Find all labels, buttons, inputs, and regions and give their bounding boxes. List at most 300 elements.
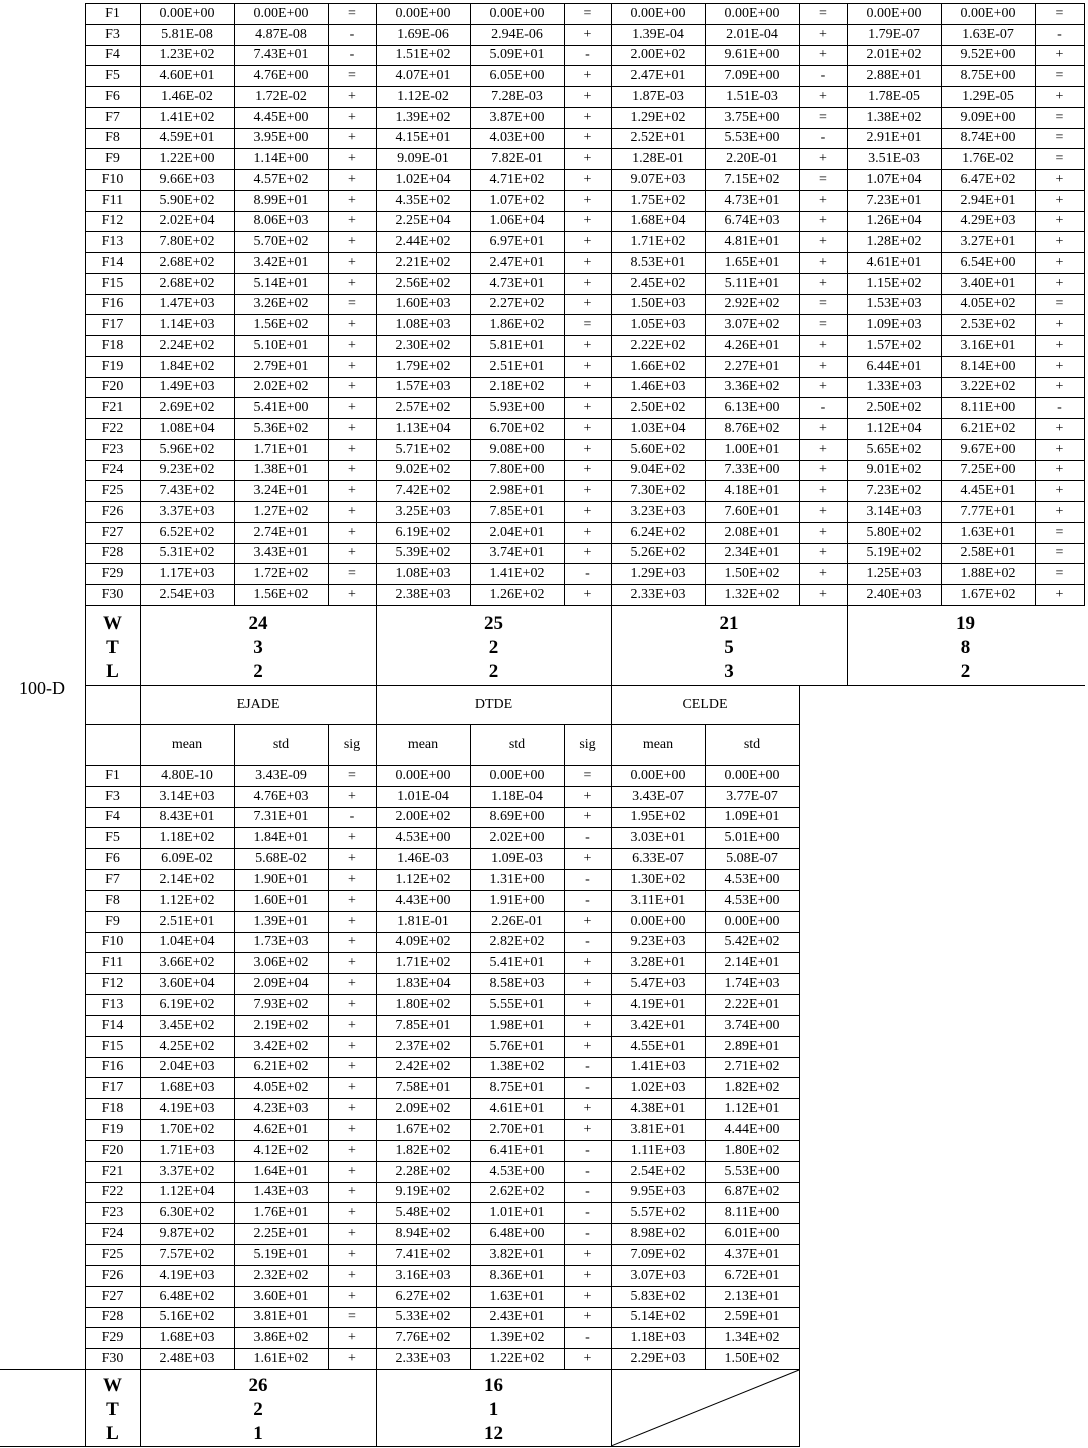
grid-line xyxy=(1084,3,1085,605)
value-cell: 1.63E-07 xyxy=(962,27,1014,42)
wtl-count: 16 xyxy=(484,1375,503,1396)
sig-cell: + xyxy=(1055,276,1064,291)
value-cell: 3.42E+01 xyxy=(253,255,309,270)
function-id-cell: F14 xyxy=(101,1018,124,1033)
sig-cell: + xyxy=(819,504,827,519)
value-cell: 1.95E+02 xyxy=(630,809,686,824)
value-cell: 2.08E+01 xyxy=(724,525,780,540)
sig-cell: = xyxy=(583,768,592,783)
grid-line xyxy=(140,1369,141,1447)
grid-line xyxy=(85,190,1085,191)
grid-line xyxy=(140,605,141,686)
value-cell: 6.19E+02 xyxy=(159,997,215,1012)
value-cell: 3.42E+02 xyxy=(253,1039,309,1054)
sig-cell: - xyxy=(585,872,590,887)
sig-cell: = xyxy=(1055,545,1064,560)
grid-line xyxy=(85,765,800,766)
value-cell: 2.57E+02 xyxy=(395,400,451,415)
value-cell: 3.82E+01 xyxy=(489,1247,545,1262)
value-cell: 2.91E+01 xyxy=(866,130,922,145)
grid-line xyxy=(564,765,565,1369)
grid-line xyxy=(85,460,1085,461)
dimension-label: 100-D xyxy=(19,678,65,698)
value-cell: 9.95E+03 xyxy=(630,1184,686,1199)
sig-cell: + xyxy=(583,851,592,866)
sig-cell: + xyxy=(583,276,592,291)
sig-cell: + xyxy=(348,130,356,145)
value-cell: 5.93E+00 xyxy=(489,400,545,415)
value-cell: 0.00E+00 xyxy=(395,768,451,783)
value-cell: 5.10E+01 xyxy=(253,338,309,353)
grid-line xyxy=(85,24,1085,25)
value-cell: 1.22E+00 xyxy=(159,151,215,166)
value-cell: 1.27E+02 xyxy=(253,504,309,519)
value-cell: 0.00E+00 xyxy=(866,6,922,21)
grid-line xyxy=(85,724,86,765)
value-cell: 2.50E+02 xyxy=(630,400,686,415)
value-cell: 2.54E+02 xyxy=(630,1164,686,1179)
value-cell: 1.08E+03 xyxy=(395,566,451,581)
value-cell: 2.34E+01 xyxy=(724,545,780,560)
function-id-cell: F1 xyxy=(105,768,120,783)
value-cell: 1.63E+01 xyxy=(960,525,1016,540)
function-id-cell: F27 xyxy=(101,525,124,540)
grid-line xyxy=(85,397,1085,398)
sig-cell: + xyxy=(348,400,356,415)
sig-cell: + xyxy=(819,213,827,228)
value-cell: 5.81E+01 xyxy=(489,338,545,353)
value-cell: 6.54E+00 xyxy=(960,255,1016,270)
value-cell: 1.01E-04 xyxy=(397,789,449,804)
sig-cell: - xyxy=(585,1164,590,1179)
value-cell: 1.50E+03 xyxy=(630,296,686,311)
value-cell: 1.41E+02 xyxy=(159,110,215,125)
sig-cell: + xyxy=(583,462,592,477)
value-cell: 4.23E+03 xyxy=(253,1101,309,1116)
value-cell: 7.76E+02 xyxy=(395,1330,451,1345)
value-cell: 1.29E+02 xyxy=(630,110,686,125)
grid-line xyxy=(234,724,235,765)
function-id-cell: F11 xyxy=(101,193,124,208)
value-cell: 8.14E+00 xyxy=(960,359,1016,374)
value-cell: 3.95E+00 xyxy=(253,130,309,145)
sig-cell: + xyxy=(583,976,592,991)
sig-cell: + xyxy=(348,1247,356,1262)
value-cell: 1.60E+01 xyxy=(253,893,309,908)
value-cell: 5.48E+02 xyxy=(395,1205,451,1220)
value-cell: 1.12E+04 xyxy=(866,421,922,436)
value-cell: 7.33E+00 xyxy=(724,462,780,477)
value-cell: 5.19E+01 xyxy=(253,1247,309,1262)
value-cell: 4.05E+02 xyxy=(960,296,1016,311)
value-cell: 8.69E+00 xyxy=(489,809,545,824)
grid-line xyxy=(85,501,1085,502)
value-cell: 3.81E+01 xyxy=(630,1122,686,1137)
value-cell: 1.06E+04 xyxy=(489,213,545,228)
function-id-cell: F21 xyxy=(101,1164,124,1179)
value-cell: 9.61E+00 xyxy=(724,47,780,62)
grid-line xyxy=(376,1369,377,1447)
value-cell: 1.18E+02 xyxy=(159,830,215,845)
grid-line xyxy=(85,869,800,870)
grid-line xyxy=(376,765,377,1369)
algorithm-header: EJADE xyxy=(236,697,280,712)
value-cell: 6.48E+00 xyxy=(489,1226,545,1241)
sig-cell: + xyxy=(348,172,356,187)
function-id-cell: F30 xyxy=(101,587,124,602)
value-cell: 1.26E+04 xyxy=(866,213,922,228)
value-cell: 2.74E+01 xyxy=(253,525,309,540)
value-cell: 2.18E+02 xyxy=(489,379,545,394)
wtl-count: 2 xyxy=(960,661,971,682)
sig-cell: + xyxy=(583,1122,592,1137)
function-id-cell: F3 xyxy=(105,27,120,42)
sig-cell: + xyxy=(348,213,356,228)
value-cell: 1.13E+04 xyxy=(395,421,451,436)
grid-line xyxy=(85,994,800,995)
wtl-label-l: L xyxy=(106,661,119,682)
value-cell: 1.34E+02 xyxy=(724,1330,780,1345)
value-cell: 1.63E+01 xyxy=(489,1289,545,1304)
sig-cell: + xyxy=(348,872,356,887)
value-cell: 1.60E+03 xyxy=(395,296,451,311)
value-cell: 2.59E+01 xyxy=(724,1309,780,1324)
value-cell: 1.56E+02 xyxy=(253,587,309,602)
value-cell: 1.39E+02 xyxy=(489,1330,545,1345)
value-cell: 1.50E+02 xyxy=(724,1351,780,1366)
value-cell: 3.43E-09 xyxy=(255,768,307,783)
sig-cell: = xyxy=(1055,566,1064,581)
value-cell: 2.94E-06 xyxy=(491,27,543,42)
function-id-cell: F25 xyxy=(101,1247,124,1262)
sig-cell: + xyxy=(348,1059,356,1074)
grid-line xyxy=(85,1286,800,1287)
function-id-cell: F29 xyxy=(101,1330,124,1345)
grid-line xyxy=(85,1119,800,1120)
value-cell: 3.24E+01 xyxy=(253,483,309,498)
value-cell: 4.53E+00 xyxy=(395,830,451,845)
value-cell: 2.32E+02 xyxy=(253,1268,309,1283)
function-id-cell: F6 xyxy=(105,851,120,866)
value-cell: 7.09E+00 xyxy=(724,68,780,83)
sig-cell: + xyxy=(348,379,356,394)
sig-cell: + xyxy=(348,504,356,519)
sig-cell: + xyxy=(1055,213,1064,228)
value-cell: 4.87E-08 xyxy=(255,27,307,42)
value-cell: 1.98E+01 xyxy=(489,1018,545,1033)
value-cell: 8.99E+01 xyxy=(253,193,309,208)
value-cell: 2.09E+04 xyxy=(253,976,309,991)
value-cell: 3.40E+01 xyxy=(960,276,1016,291)
value-cell: 5.68E-02 xyxy=(255,851,307,866)
sig-cell: + xyxy=(583,1247,592,1262)
value-cell: 7.42E+02 xyxy=(395,483,451,498)
sig-cell: = xyxy=(1055,68,1064,83)
value-cell: 2.33E+03 xyxy=(630,587,686,602)
value-cell: 9.04E+02 xyxy=(630,462,686,477)
value-cell: 9.87E+02 xyxy=(159,1226,215,1241)
grid-line xyxy=(234,765,235,1369)
grid-line xyxy=(85,952,800,953)
value-cell: 7.28E-03 xyxy=(491,89,543,104)
grid-line xyxy=(85,563,1085,564)
value-cell: 2.27E+02 xyxy=(489,296,545,311)
value-cell: 2.13E+01 xyxy=(724,1289,780,1304)
value-cell: 1.41E+03 xyxy=(630,1059,686,1074)
value-cell: 7.15E+02 xyxy=(724,172,780,187)
value-cell: 2.52E+01 xyxy=(630,130,686,145)
wtl-count: 24 xyxy=(248,613,268,634)
grid-line xyxy=(847,605,848,686)
value-cell: 5.53E+00 xyxy=(724,130,780,145)
value-cell: 2.22E+02 xyxy=(630,338,686,353)
value-cell: 1.80E+02 xyxy=(395,997,451,1012)
value-cell: 1.71E+03 xyxy=(159,1143,215,1158)
value-cell: 7.31E+01 xyxy=(253,809,309,824)
sig-cell: + xyxy=(819,587,827,602)
grid-line xyxy=(85,1057,800,1058)
grid-line xyxy=(85,128,1085,129)
function-id-cell: F23 xyxy=(101,442,124,457)
function-id-cell: F10 xyxy=(101,934,124,949)
value-cell: 1.78E-05 xyxy=(868,89,920,104)
sig-cell: + xyxy=(348,851,356,866)
value-cell: 5.09E+01 xyxy=(489,47,545,62)
value-cell: 7.30E+02 xyxy=(630,483,686,498)
function-id-cell: F26 xyxy=(101,504,124,519)
grid-line xyxy=(85,686,86,724)
value-cell: 1.09E+03 xyxy=(866,317,922,332)
sig-cell: + xyxy=(583,1018,592,1033)
value-cell: 4.45E+01 xyxy=(960,483,1016,498)
value-cell: 7.57E+02 xyxy=(159,1247,215,1262)
sig-cell: + xyxy=(819,525,827,540)
value-cell: 2.70E+01 xyxy=(489,1122,545,1137)
value-cell: 6.05E+00 xyxy=(489,68,545,83)
value-cell: 5.81E-08 xyxy=(161,27,213,42)
sig-cell: + xyxy=(348,234,356,249)
grid-line xyxy=(85,765,86,1369)
function-id-cell: F25 xyxy=(101,483,124,498)
function-id-cell: F13 xyxy=(101,997,124,1012)
grid-line xyxy=(85,1348,800,1349)
value-cell: 1.12E+01 xyxy=(724,1101,780,1116)
grid-line xyxy=(85,1223,800,1224)
sig-cell: + xyxy=(1055,172,1064,187)
value-cell: 2.00E+02 xyxy=(395,809,451,824)
value-cell: 5.39E+02 xyxy=(395,545,451,560)
grid-line xyxy=(85,890,800,891)
function-id-cell: F30 xyxy=(101,1351,124,1366)
sig-cell: + xyxy=(583,89,592,104)
function-id-cell: F13 xyxy=(101,234,124,249)
value-cell: 1.83E+04 xyxy=(395,976,451,991)
value-cell: 1.29E-05 xyxy=(962,89,1014,104)
value-cell: 5.33E+02 xyxy=(395,1309,451,1324)
value-cell: 1.69E-06 xyxy=(397,27,449,42)
sub-header-std: std xyxy=(272,737,290,752)
value-cell: 2.68E+02 xyxy=(159,276,215,291)
sig-cell: = xyxy=(819,317,827,332)
sig-cell: + xyxy=(583,234,592,249)
sig-cell: + xyxy=(819,462,827,477)
sig-cell: + xyxy=(348,1122,356,1137)
value-cell: 6.44E+01 xyxy=(866,359,922,374)
value-cell: 4.09E+02 xyxy=(395,934,451,949)
value-cell: 0.00E+00 xyxy=(253,6,309,21)
function-id-cell: F19 xyxy=(101,1122,124,1137)
value-cell: 1.76E+01 xyxy=(253,1205,309,1220)
grid-line xyxy=(85,294,1085,295)
sig-cell: + xyxy=(348,1330,356,1345)
value-cell: 4.44E+00 xyxy=(724,1122,780,1137)
value-cell: 1.03E+04 xyxy=(630,421,686,436)
grid-line xyxy=(85,1077,800,1078)
value-cell: 2.48E+03 xyxy=(159,1351,215,1366)
sig-cell: + xyxy=(583,1039,592,1054)
value-cell: 3.74E+01 xyxy=(489,545,545,560)
value-cell: 1.38E+01 xyxy=(253,462,309,477)
value-cell: 2.01E-04 xyxy=(726,27,778,42)
value-cell: 0.00E+00 xyxy=(630,914,686,929)
value-cell: 2.56E+02 xyxy=(395,276,451,291)
value-cell: 2.51E+01 xyxy=(159,914,215,929)
algorithm-header: CELDE xyxy=(682,697,728,712)
value-cell: 9.52E+00 xyxy=(960,47,1016,62)
grid-line xyxy=(85,1244,800,1245)
function-id-cell: F5 xyxy=(105,68,120,83)
value-cell: 1.14E+00 xyxy=(253,151,309,166)
value-cell: 7.23E+01 xyxy=(866,193,922,208)
grid-line xyxy=(85,3,1085,4)
sig-cell: + xyxy=(819,276,827,291)
value-cell: 5.14E+02 xyxy=(630,1309,686,1324)
sig-cell: + xyxy=(348,1205,356,1220)
value-cell: 4.29E+03 xyxy=(960,213,1016,228)
value-cell: 2.27E+01 xyxy=(724,359,780,374)
grid-line xyxy=(611,765,612,1369)
grid-line xyxy=(564,3,565,605)
sig-cell: = xyxy=(1055,6,1064,21)
value-cell: 7.23E+02 xyxy=(866,483,922,498)
sig-cell: + xyxy=(583,379,592,394)
sig-cell: + xyxy=(348,483,356,498)
value-cell: 4.19E+01 xyxy=(630,997,686,1012)
value-cell: 4.19E+03 xyxy=(159,1268,215,1283)
function-id-cell: F8 xyxy=(105,893,120,908)
sig-cell: + xyxy=(583,255,592,270)
value-cell: 5.26E+02 xyxy=(630,545,686,560)
sig-cell: + xyxy=(348,830,356,845)
value-cell: 6.21E+02 xyxy=(253,1059,309,1074)
value-cell: 1.22E+02 xyxy=(489,1351,545,1366)
sig-cell: - xyxy=(585,1226,590,1241)
value-cell: 8.98E+02 xyxy=(630,1226,686,1241)
sig-cell: + xyxy=(583,1351,592,1366)
grid-line xyxy=(0,1369,86,1370)
value-cell: 1.67E+02 xyxy=(960,587,1016,602)
wtl-count: 19 xyxy=(956,613,975,634)
wtl-count: 2 xyxy=(253,661,263,682)
sig-cell: + xyxy=(819,421,827,436)
value-cell: 3.16E+03 xyxy=(395,1268,451,1283)
sig-cell: = xyxy=(819,296,827,311)
sig-cell: - xyxy=(820,130,826,145)
sig-cell: + xyxy=(348,976,356,991)
sig-cell: + xyxy=(1055,255,1064,270)
value-cell: 1.64E+01 xyxy=(253,1164,309,1179)
value-cell: 1.74E+03 xyxy=(724,976,780,991)
value-cell: 1.08E+03 xyxy=(395,317,451,332)
value-cell: 4.62E+01 xyxy=(253,1122,309,1137)
sig-cell: + xyxy=(348,255,356,270)
grid-line xyxy=(85,86,1085,87)
wtl-count: 3 xyxy=(724,661,734,682)
grid-line xyxy=(85,932,800,933)
sig-cell: + xyxy=(583,1289,592,1304)
function-id-cell: F23 xyxy=(101,1205,124,1220)
value-cell: 6.27E+02 xyxy=(395,1289,451,1304)
value-cell: 4.43E+00 xyxy=(395,893,451,908)
grid-line xyxy=(847,3,848,605)
value-cell: 2.14E+01 xyxy=(724,955,780,970)
sig-cell: + xyxy=(348,1080,356,1095)
wtl-count: 2 xyxy=(488,661,499,682)
sig-cell: + xyxy=(819,545,827,560)
function-id-cell: F7 xyxy=(105,872,120,887)
value-cell: 1.39E+02 xyxy=(395,110,451,125)
function-id-cell: F8 xyxy=(105,130,120,145)
sig-cell: - xyxy=(585,1143,590,1158)
sig-cell: = xyxy=(1055,151,1064,166)
sig-cell: - xyxy=(1057,27,1062,42)
value-cell: 1.79E+02 xyxy=(395,359,451,374)
function-id-cell: F15 xyxy=(101,276,124,291)
wtl-count: 2 xyxy=(253,1399,263,1420)
sig-cell: + xyxy=(348,276,356,291)
grid-line xyxy=(140,724,141,765)
value-cell: 6.72E+01 xyxy=(724,1268,780,1283)
value-cell: 2.53E+02 xyxy=(960,317,1016,332)
value-cell: 2.68E+02 xyxy=(159,255,215,270)
value-cell: 1.84E+01 xyxy=(253,830,309,845)
value-cell: 1.72E-02 xyxy=(255,89,307,104)
sig-cell: - xyxy=(585,1080,590,1095)
value-cell: 8.94E+02 xyxy=(395,1226,451,1241)
value-cell: 0.00E+00 xyxy=(159,6,215,21)
function-id-cell: F17 xyxy=(101,317,124,332)
sig-cell: + xyxy=(583,1268,592,1283)
value-cell: 9.08E+00 xyxy=(489,442,545,457)
sig-cell: = xyxy=(1055,296,1064,311)
grid-line xyxy=(85,252,1085,253)
sig-cell: + xyxy=(348,1101,356,1116)
value-cell: 3.81E+01 xyxy=(253,1309,309,1324)
value-cell: 3.07E+02 xyxy=(724,317,780,332)
grid-line xyxy=(470,765,471,1369)
value-cell: 3.74E+00 xyxy=(724,1018,780,1033)
sig-cell: + xyxy=(583,296,592,311)
grid-line xyxy=(85,1327,800,1328)
sig-cell: + xyxy=(1055,317,1064,332)
value-cell: 2.09E+02 xyxy=(395,1101,451,1116)
sig-cell: = xyxy=(348,566,356,581)
value-cell: 4.73E+01 xyxy=(489,276,545,291)
grid-line xyxy=(85,1307,800,1308)
function-id-cell: F22 xyxy=(101,1184,124,1199)
value-cell: 8.11E+00 xyxy=(724,1205,780,1220)
sig-cell: = xyxy=(819,172,827,187)
